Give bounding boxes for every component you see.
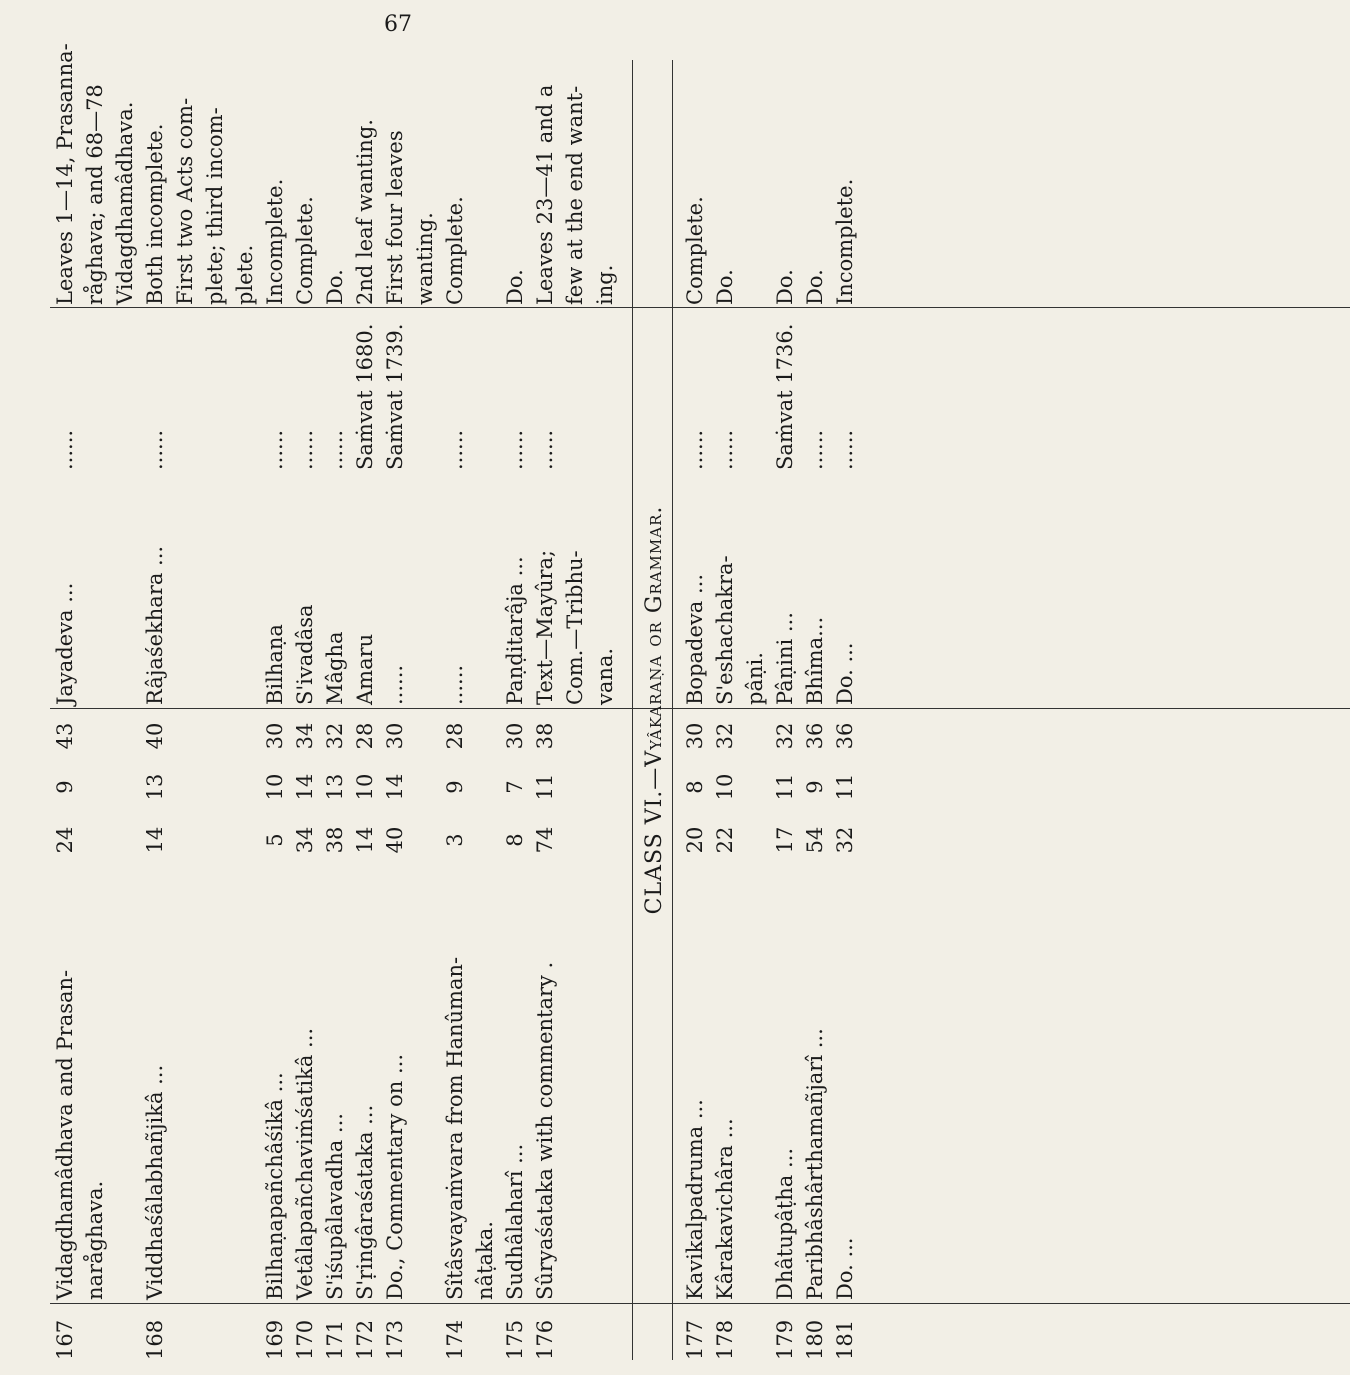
remarks-text: Do.: [503, 269, 527, 305]
letters-per-line: 32: [773, 722, 797, 750]
work-title: S'ṛingâraśataka ...: [353, 1104, 377, 1300]
letters-per-line: 28: [443, 722, 467, 750]
work-title: Sîtâsvayaṁvara from Hanûman-: [443, 956, 467, 1300]
remarks-text: Do.: [773, 269, 797, 305]
date-value: Saṁvat 1739.: [383, 323, 407, 470]
letters-per-line: 30: [383, 722, 407, 750]
remarks-text: wanting.: [413, 212, 437, 305]
table-row: [80, 60, 110, 1360]
remarks-text: Incomplete.: [263, 178, 287, 305]
remarks-text: First two Acts com-: [173, 97, 197, 305]
lines-per-page: 10: [353, 773, 377, 801]
lines-per-page: 14: [293, 773, 317, 801]
letters-per-line: 28: [353, 722, 377, 750]
table-row: [800, 60, 830, 1360]
work-title: Bilhaṇapañchâśikâ ...: [263, 1072, 287, 1300]
manuscript-number: 176: [533, 1319, 557, 1360]
remarks-text: Leaves 1—14, Prasanna-: [53, 43, 77, 305]
lines-per-page: 7: [503, 780, 527, 794]
manuscript-number: 181: [833, 1319, 857, 1360]
date-value: ......: [323, 429, 347, 470]
leaves-count: 17: [773, 826, 797, 854]
lines-per-page: 10: [263, 773, 287, 801]
date-value: ......: [143, 429, 167, 470]
author-name: Pâṇini ...: [773, 612, 797, 705]
remarks-text: Complete.: [443, 196, 467, 305]
lines-per-page: 11: [833, 773, 857, 801]
manuscript-number: 169: [263, 1319, 287, 1360]
remarks-text: Do.: [323, 269, 347, 305]
table-row: [50, 43, 80, 1360]
leaves-count: 32: [833, 826, 857, 854]
date-value: ......: [833, 429, 857, 470]
remarks-text: råghava; and 68—78: [83, 84, 107, 305]
author-name: vana.: [593, 647, 617, 705]
table-row: [170, 60, 200, 1360]
table-row: [680, 60, 710, 1360]
table-row: [110, 60, 140, 1360]
date-value: ......: [443, 429, 467, 470]
work-title: Dhâtupâṭha ...: [773, 1148, 797, 1300]
author-name: Do. ...: [833, 642, 857, 705]
remarks-text: Complete.: [293, 196, 317, 305]
work-title: Kârakavichâra ...: [713, 1118, 737, 1300]
remarks-text: ing.: [593, 264, 617, 305]
table-row: [320, 60, 350, 1360]
lines-per-page: 9: [53, 780, 77, 794]
leaves-count: 54: [803, 826, 827, 854]
author-name: ......: [443, 664, 467, 705]
letters-per-line: 30: [683, 722, 707, 750]
remarks-text: Vidagdhamâdhava.: [113, 101, 137, 305]
date-value: ......: [53, 429, 77, 470]
letters-per-line: 36: [803, 722, 827, 750]
manuscript-number: 179: [773, 1319, 797, 1360]
author-name: Bhîma...: [803, 616, 827, 705]
author-name: Paṇḍitarâja ...: [503, 556, 527, 705]
work-title: naråghava.: [83, 1180, 107, 1300]
manuscript-number: 171: [323, 1319, 347, 1360]
author-name: S'eshachakra-: [713, 555, 737, 705]
author-name: Râjaśekhara ...: [143, 545, 167, 705]
table-row: [740, 60, 770, 1360]
lines-per-page: 11: [533, 773, 557, 801]
date-value: ......: [683, 429, 707, 470]
remarks-text: few at the end want-: [563, 85, 587, 305]
table-row: [290, 60, 320, 1360]
author-name: Amaru: [353, 633, 377, 705]
table-row: [350, 60, 380, 1360]
leaves-count: 34: [293, 826, 317, 854]
author-name: Text—Mayûra;: [533, 549, 557, 705]
table-row: [530, 60, 560, 1360]
table-row: [470, 60, 500, 1360]
leaves-count: 20: [683, 826, 707, 854]
page-number: 67: [384, 12, 412, 37]
author-name: S'ivadâsa: [293, 604, 317, 705]
table-row: [140, 60, 170, 1360]
work-title: Vetâlapañchaviṁśatikâ ...: [293, 1027, 317, 1300]
manuscript-number: 167: [53, 1319, 77, 1360]
remarks-text: Incomplete.: [833, 178, 857, 305]
remarks-text: Leaves 23—41 and a: [533, 84, 557, 305]
date-value: ......: [713, 429, 737, 470]
table-row: [590, 60, 620, 1360]
letters-per-line: 43: [53, 722, 77, 750]
author-name: pâṇi.: [743, 652, 767, 705]
leaves-count: 74: [533, 826, 557, 854]
table-row: [710, 60, 740, 1360]
author-name: Com.—Tribhu-: [563, 550, 587, 705]
work-title: Do. ...: [833, 1237, 857, 1300]
table-row: [500, 60, 530, 1360]
table-row: [830, 60, 860, 1360]
table-row: [380, 60, 410, 1360]
date-value: Saṁvat 1680.: [353, 323, 377, 470]
leaves-count: 8: [503, 833, 527, 847]
letters-per-line: 40: [143, 722, 167, 750]
work-title: Sûryaśataka with commentary .: [533, 961, 557, 1300]
manuscript-number: 170: [293, 1319, 317, 1360]
manuscript-number: 168: [143, 1319, 167, 1360]
remarks-text: plete.: [233, 244, 257, 305]
date-value: ......: [533, 429, 557, 470]
work-title: nâṭaka.: [473, 1221, 497, 1300]
work-title: Paribhâshârthamañjarî ...: [803, 1028, 827, 1300]
manuscript-number: 175: [503, 1319, 527, 1360]
work-title: S'iśupâlavadha ...: [323, 1113, 347, 1300]
leaves-count: 14: [143, 826, 167, 854]
class-heading: CLASS VI.—Vyâkaraṇa or Grammar.: [642, 505, 667, 915]
table-row: [230, 60, 260, 1360]
manuscript-number: 180: [803, 1319, 827, 1360]
work-title: Sudhâlaharî ...: [503, 1143, 527, 1300]
lines-per-page: 9: [443, 780, 467, 794]
leaves-count: 40: [383, 826, 407, 854]
remarks-text: Complete.: [683, 196, 707, 305]
manuscript-number: 178: [713, 1319, 737, 1360]
remarks-text: 2nd leaf wanting.: [353, 119, 377, 305]
table-row: [200, 60, 230, 1360]
manuscript-number: 177: [683, 1319, 707, 1360]
date-value: Saṁvat 1736.: [773, 323, 797, 470]
remarks-text: plete; third incom-: [203, 107, 227, 305]
author-name: Bopadeva ...: [683, 574, 707, 705]
lines-per-page: 14: [383, 773, 407, 801]
section-rule: [672, 60, 673, 1360]
lines-per-page: 11: [773, 773, 797, 801]
leaves-count: 38: [323, 826, 347, 854]
lines-per-page: 10: [713, 773, 737, 801]
leaves-count: 22: [713, 826, 737, 854]
table-row: [560, 60, 590, 1360]
author-name: Bilhaṇa: [263, 624, 287, 705]
lines-per-page: 9: [803, 780, 827, 794]
manuscript-number: 174: [443, 1319, 467, 1360]
table-row: [410, 60, 440, 1360]
remarks-text: Do.: [713, 269, 737, 305]
manuscript-number: 172: [353, 1319, 377, 1360]
leaves-count: 5: [263, 833, 287, 847]
section-rule: [632, 60, 633, 1360]
letters-per-line: 34: [293, 722, 317, 750]
work-title: Do., Commentary on ...: [383, 1053, 407, 1300]
letters-per-line: 36: [833, 722, 857, 750]
date-value: ......: [263, 429, 287, 470]
letters-per-line: 30: [263, 722, 287, 750]
remarks-text: Both incomplete.: [143, 123, 167, 305]
letters-per-line: 30: [503, 722, 527, 750]
date-value: ......: [803, 429, 827, 470]
lines-per-page: 8: [683, 780, 707, 794]
leaves-count: 3: [443, 833, 467, 847]
lines-per-page: 13: [323, 773, 347, 801]
leaves-count: 24: [53, 826, 77, 854]
table-row: [770, 60, 800, 1360]
table-row: [440, 60, 470, 1360]
author-name: ......: [383, 664, 407, 705]
author-name: Jayadeva ...: [53, 582, 77, 705]
manuscript-number: 173: [383, 1319, 407, 1360]
leaves-count: 14: [353, 826, 377, 854]
letters-per-line: 32: [713, 722, 737, 750]
lines-per-page: 13: [143, 773, 167, 801]
work-title: Viddhaśâlabhañjikâ ...: [143, 1064, 167, 1300]
letters-per-line: 32: [323, 722, 347, 750]
letters-per-line: 38: [533, 722, 557, 750]
author-name: Mâgha: [323, 631, 347, 705]
work-title: Vidagdhamâdhava and Prasan-: [53, 969, 77, 1300]
remarks-text: Do.: [803, 269, 827, 305]
date-value: ......: [503, 429, 527, 470]
date-value: ......: [293, 429, 317, 470]
remarks-text: First four leaves: [383, 130, 407, 305]
work-title: Kavikalpadruma ...: [683, 1099, 707, 1300]
table-row: [260, 60, 290, 1360]
catalogue-table: [50, 43, 857, 1360]
